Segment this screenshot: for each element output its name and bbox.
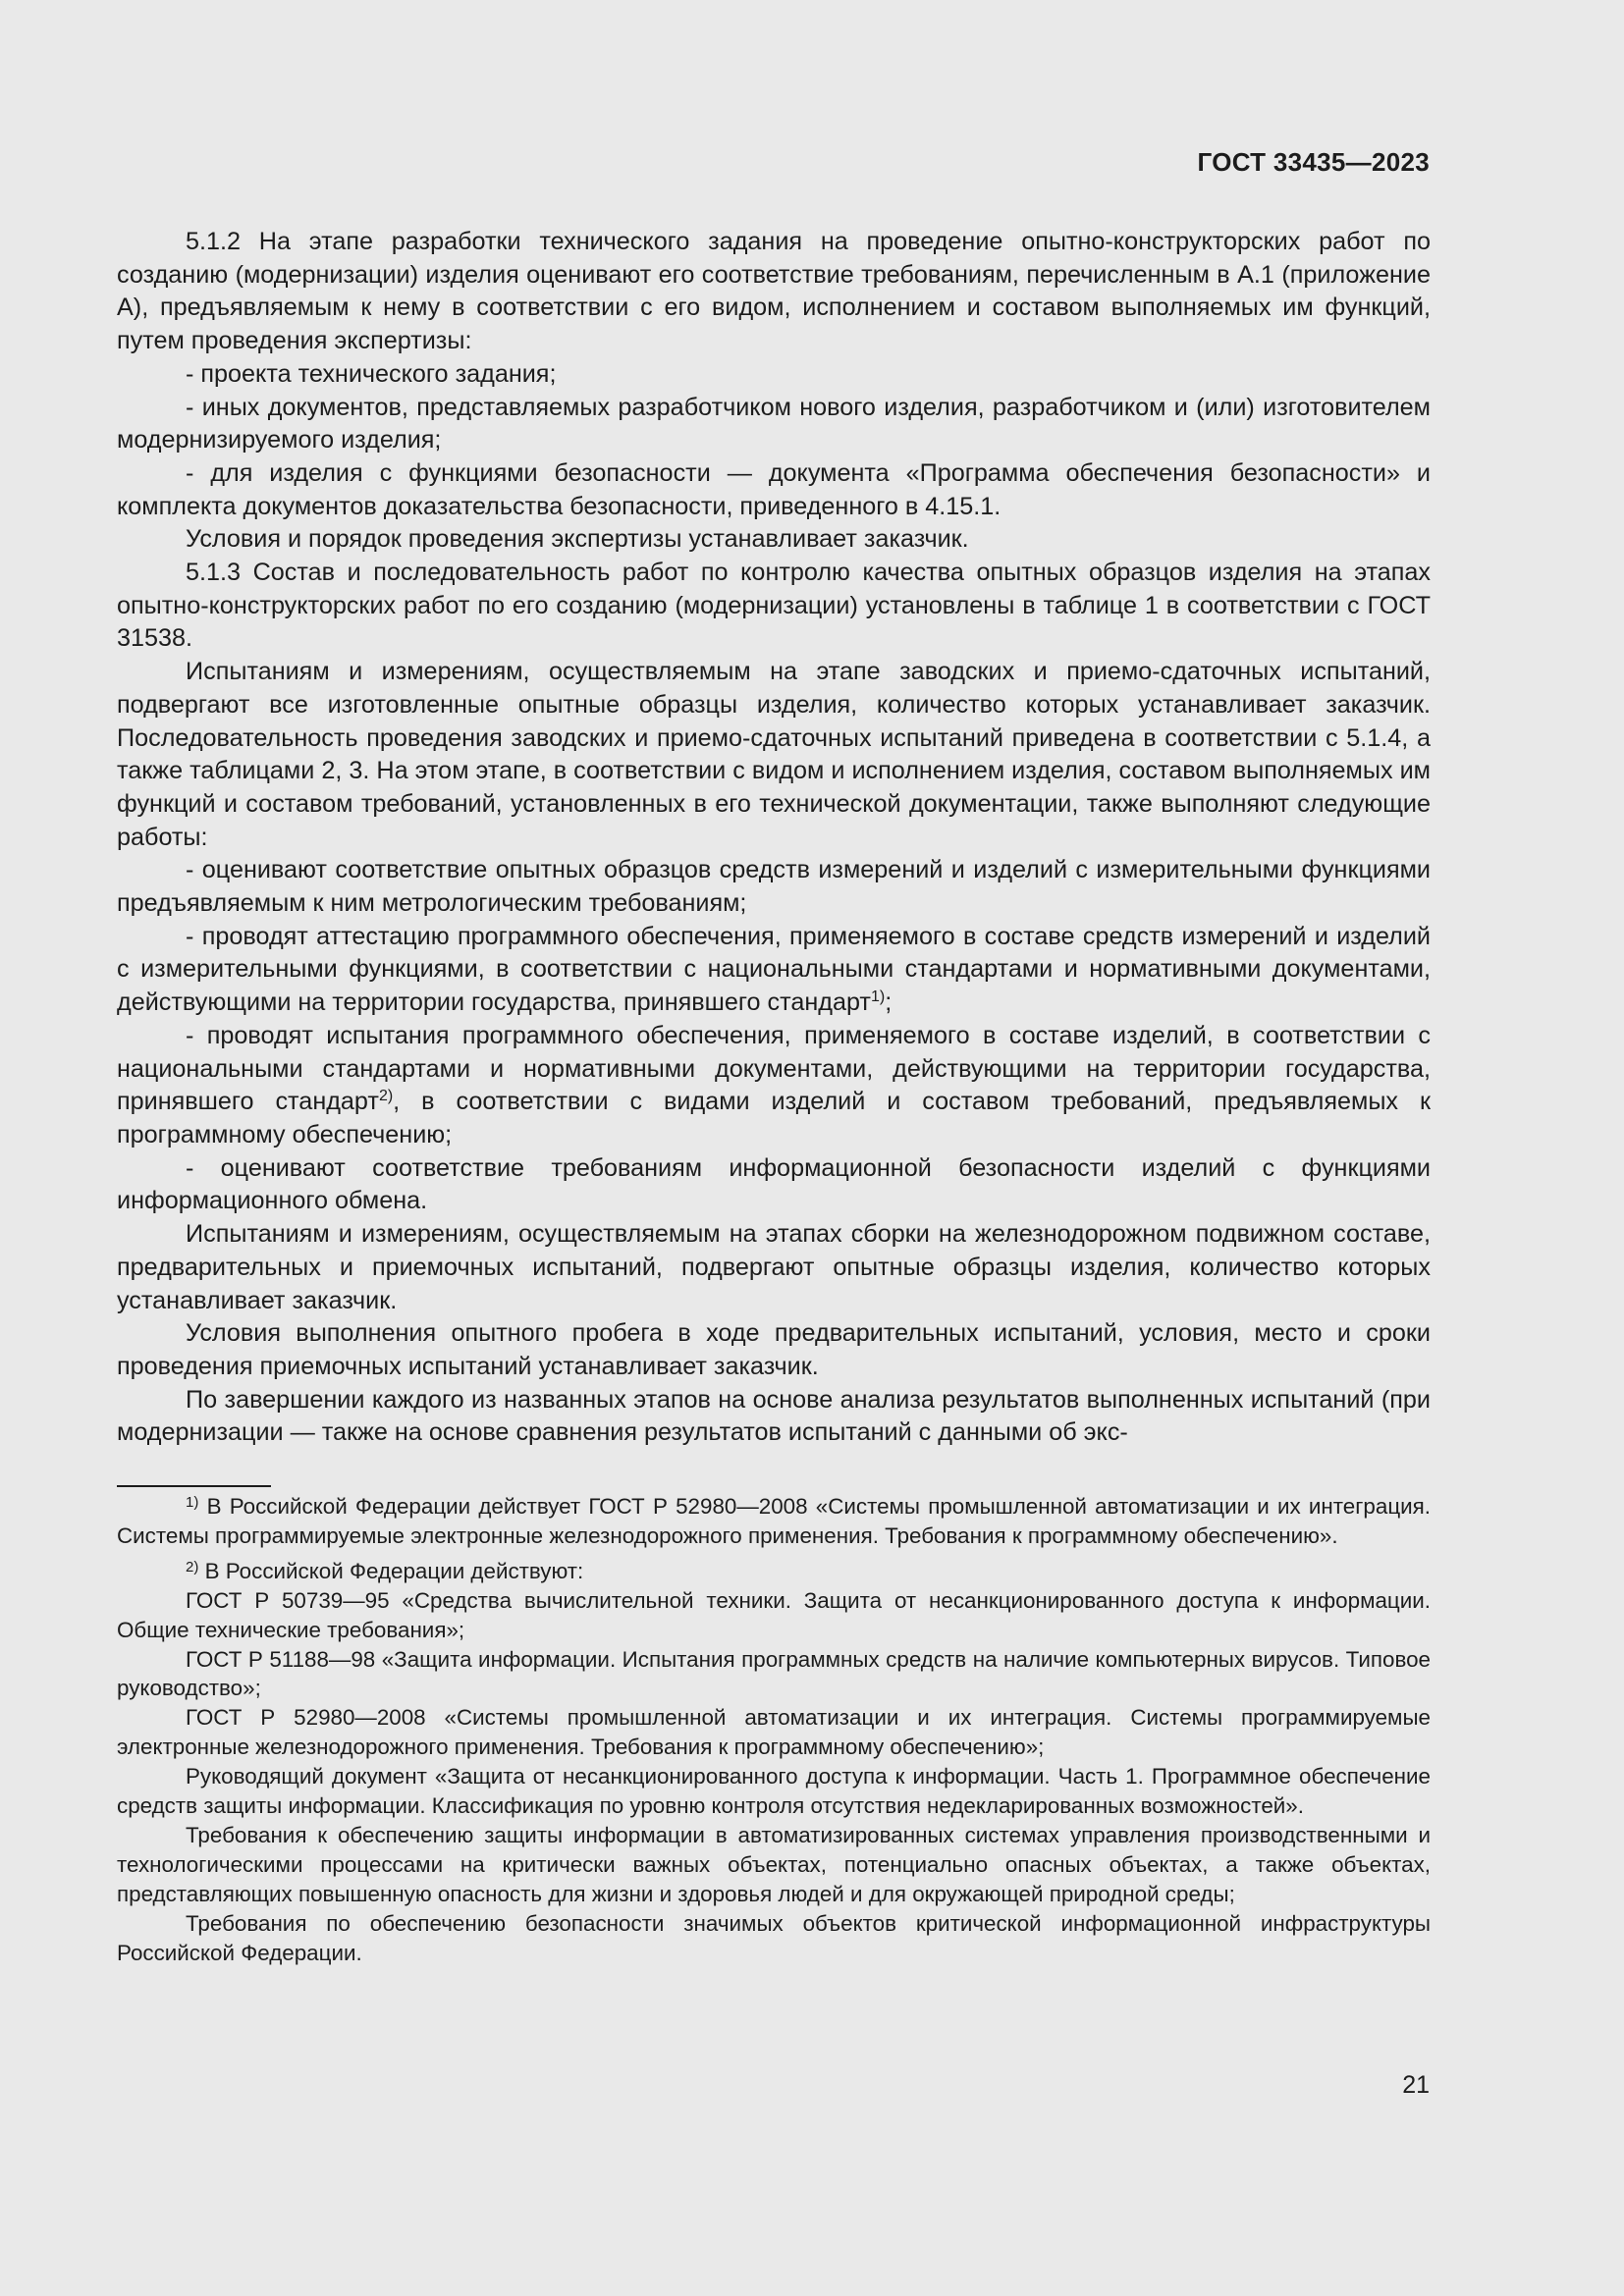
list-item-other-documents: - иных документов, представляемых разработчиком нового изделия, разработчиком и (или) изготовителем модернизируемого изделия; bbox=[117, 393, 1431, 454]
paragraph-5-1-3: 5.1.3 Состав и последовательность работ по контролю качества опытных образцов изделия на этапах опытно-конструкторских работ по его созданию (модернизации) установлены в таблице 1 в соответствии с ГОСТ 31538. bbox=[117, 559, 1431, 653]
software-testing-text: - проводят испытания программного обеспечения, применяемого в составе изделий, в соответствии с национальными стандартами и нормативными документами, действующими на территории государства, принявшего стандарт bbox=[117, 1021, 1431, 1116]
footnote-2-item-gost-52980: ГОСТ Р 52980—2008 «Системы промышленной автоматизации и их интеграция. Системы программируемые электронные железнодорожного применения. Требования к программному обеспечению»; bbox=[117, 1705, 1431, 1760]
paragraph-5-1-2: 5.1.2 На этапе разработки технического задания на проведение опытно-конструкторских работ по созданию (модернизации) изделия оценивают его соответствие требованиям, перечисленным в А.1 (приложение А), предъявляемым к нему в соответствии с его видом, исполнением и составом выполняемых им функций, путем проведения экспертизы: bbox=[117, 228, 1431, 355]
list-item-software-certification bbox=[117, 921, 1431, 1020]
footnote-1-marker: 1) bbox=[186, 1494, 199, 1511]
footnote-2-item-cii-requirements: Требования по обеспечению безопасности значимых объектов критической информационной инфраструктуры Российской Федерации. bbox=[117, 1910, 1431, 1965]
paragraph-trial-run: Условия выполнения опытного пробега в ходе предварительных испытаний, условия, место и сроки проведения приемочных испытаний устанавливает заказчик. bbox=[117, 1319, 1431, 1380]
paragraph-assembly-tests: Испытаниям и измерениям, осуществляемым на этапах сборки на железнодорожном подвижном составе, предварительных и приемочных испытаний, подвергают опытные образцы изделия, количество которых устанавливает заказчик. bbox=[117, 1220, 1431, 1314]
footnote-2-item-gost-51188: ГОСТ Р 51188—98 «Защита информации. Испытания программных средств на наличие компьютерных вирусов. Типовое руководство»; bbox=[117, 1646, 1431, 1701]
main-text bbox=[117, 226, 1431, 1450]
software-certification-text: - проводят аттестацию программного обеспечения, применяемого в составе средств измерений и изделий с измерительными функциями, в соответствии с национальными стандартами и нормативными документами, действующими на территории государства, принявшего стандарт bbox=[117, 922, 1431, 1017]
software-certification-end: ; bbox=[885, 988, 893, 1017]
footnote-divider bbox=[117, 1485, 271, 1487]
footnote-ref-1[interactable]: 1) bbox=[870, 988, 886, 1006]
list-item-project: - проекта технического задания; bbox=[186, 359, 557, 388]
software-testing-end: , в соответствии с видами изделий и составом требований, предъявляемых к программному обеспечению; bbox=[117, 1088, 1432, 1148]
footnote-ref-2[interactable]: 2) bbox=[378, 1088, 394, 1105]
list-item-info-security: - оценивают соответствие требованиям информационной безопасности изделий с функциями информационного обмена. bbox=[117, 1153, 1431, 1215]
footnote-2-item-guidance-document: Руководящий документ «Защита от несанкционированного доступа к информации. Часть 1. Программное обеспечение средств защиты информации. Классификация по уровню контроля отсутствия недекларированных возможностей». bbox=[117, 1764, 1431, 1819]
footnote-2-item-acs-requirements: Требования к обеспечению защиты информации в автоматизированных системах управления производственными и технологическими процессами на критически важных объектах, потенциально опасных объектах, а также объектах, представляющих повышенную опасность для жизни и здоровья людей и для окружающей природной среды; bbox=[117, 1822, 1431, 1906]
list-item-software-testing bbox=[117, 1020, 1431, 1152]
list-item-metrology: - оценивают соответствие опытных образцов средств измерений и изделий с измерительными функциями предъявляемым к ним метрологическим требованиям; bbox=[117, 856, 1431, 918]
paragraph-expertise-conditions: Условия и порядок проведения экспертизы устанавливает заказчик. bbox=[186, 525, 969, 554]
footnote-2-marker: 2) bbox=[186, 1558, 199, 1575]
page-number: 21 bbox=[1402, 2071, 1430, 2099]
list-item-safety-program: - для изделия с функциями безопасности — документа «Программа обеспечения безопасности» и комплекта документов доказательства безопасности, приведенного в 4.15.1. bbox=[117, 458, 1431, 520]
footnote-2 bbox=[117, 1557, 1431, 1586]
paragraph-factory-tests: Испытаниям и измерениям, осуществляемым на этапе заводских и приемо-сдаточных испытаний, подвергают все изготовленные опытные образцы изделия, количество которых устанавливает заказчик. Последовательность проведения заводских и приемо-сдаточных испытаний приведена в соответствии с 5.1.4, а также таблицами 2, 3. На этом этапе, в соответствии с видом и исполнением изделия, составом выполняемых им функций и составом требований, установленных в его технической документации, также выполняют следующие работы: bbox=[117, 658, 1431, 851]
footnote-2-text: В Российской Федерации действуют: bbox=[204, 1558, 584, 1583]
paragraph-completion: По завершении каждого из названных этапов на основе анализа результатов выполненных испытаний (при модернизации — также на основе сравнения результатов испытаний с данными об экс- bbox=[117, 1385, 1431, 1447]
footnotes bbox=[117, 1492, 1431, 1968]
footnote-2-item-gost-50739: ГОСТ Р 50739—95 «Средства вычислительной техники. Защита от несанкционированного доступа к информации. Общие технические требования»; bbox=[117, 1587, 1431, 1642]
footnote-1 bbox=[117, 1492, 1431, 1551]
footnote-1-text: В Российской Федерации действует ГОСТ Р 52980—2008 «Системы промышленной автоматизации и их интеграция. Системы программируемые электронные железнодорожного применения. Требования к программному обеспечению». bbox=[117, 1494, 1431, 1548]
standard-header: ГОСТ 33435—2023 bbox=[1197, 147, 1430, 177]
